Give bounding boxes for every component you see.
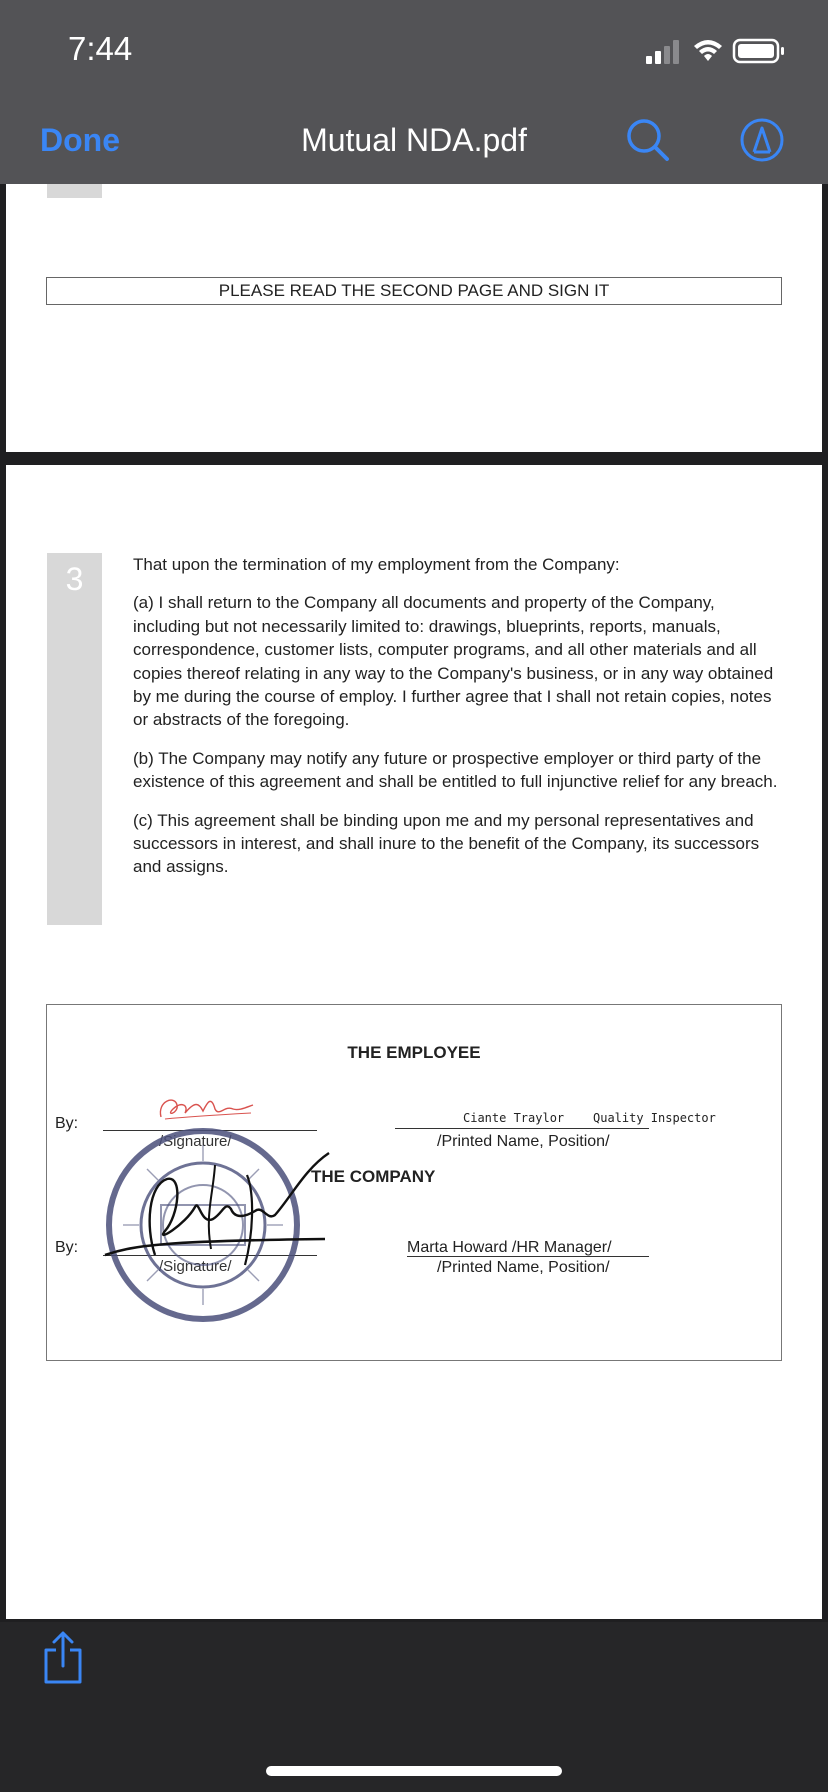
clause-c: (c) This agreement shall be binding upon me and my personal representatives and successors in interest, and shall inure to the benefit of the Company, its successors and assigns. bbox=[133, 810, 760, 877]
company-signature-label: /Signature/ bbox=[159, 1258, 232, 1275]
signal-icon bbox=[646, 40, 679, 64]
clause-b: (b) The Company may notify any future or prospective employer or third party of the existence of this agreement and shall be entitled to full injunctive relief for any breach. bbox=[133, 748, 778, 792]
company-printed-line bbox=[407, 1256, 649, 1257]
signature-box bbox=[46, 1004, 782, 1361]
top-bar bbox=[0, 0, 828, 184]
home-indicator[interactable] bbox=[266, 1766, 562, 1776]
status-icons bbox=[642, 36, 792, 66]
employee-position: Quality Inspector bbox=[593, 1111, 716, 1125]
clause-a: (a) I shall return to the Company all documents and property of the Company, including but not necessarily limited to: drawings, blueprints, reports, manuals, correspondence, customer lists, computer programs, and all other materials and all copies thereof relating in any way to the Company's business, or in any way obtained by me during the course of employ. I further agree that I shall not retain copies, notes or abstracts of the foregoing. bbox=[133, 593, 774, 730]
employee-signature-label: /Signature/ bbox=[159, 1133, 232, 1150]
employee-by-label: By: bbox=[55, 1115, 79, 1132]
status-time: 7:44 bbox=[68, 30, 133, 67]
document-title: Mutual NDA.pdf bbox=[301, 122, 527, 158]
pdf-page-2 bbox=[6, 465, 822, 1619]
wifi-icon bbox=[694, 40, 722, 61]
battery-icon bbox=[734, 40, 784, 62]
terms-intro: That upon the termination of my employment from the Company: bbox=[133, 555, 620, 574]
instruction-banner: PLEASE READ THE SECOND PAGE AND SIGN IT bbox=[46, 277, 782, 305]
employee-name: Ciante Traylor bbox=[463, 1111, 565, 1125]
pdf-page-1 bbox=[6, 184, 822, 452]
employee-heading: THE EMPLOYEE bbox=[347, 1043, 481, 1062]
section-sidebar-fragment bbox=[47, 184, 102, 198]
markup-icon[interactable] bbox=[738, 116, 786, 164]
section-sidebar bbox=[47, 553, 102, 925]
terms-text bbox=[133, 553, 783, 894]
employee-printed-line bbox=[395, 1128, 649, 1129]
company-signature-icon bbox=[95, 1145, 335, 1275]
company-printed-label: /Printed Name, Position/ bbox=[437, 1259, 610, 1276]
employee-signature-icon bbox=[155, 1091, 255, 1127]
section-number: 3 bbox=[65, 561, 84, 597]
share-icon[interactable] bbox=[40, 1630, 86, 1686]
done-button[interactable]: Done bbox=[40, 122, 120, 158]
employee-printed-label: /Printed Name, Position/ bbox=[437, 1133, 610, 1150]
company-signer: Marta Howard /HR Manager/ bbox=[407, 1239, 612, 1256]
company-by-label: By: bbox=[55, 1239, 79, 1256]
company-heading: THE COMPANY bbox=[311, 1167, 436, 1186]
search-icon[interactable] bbox=[624, 116, 672, 164]
